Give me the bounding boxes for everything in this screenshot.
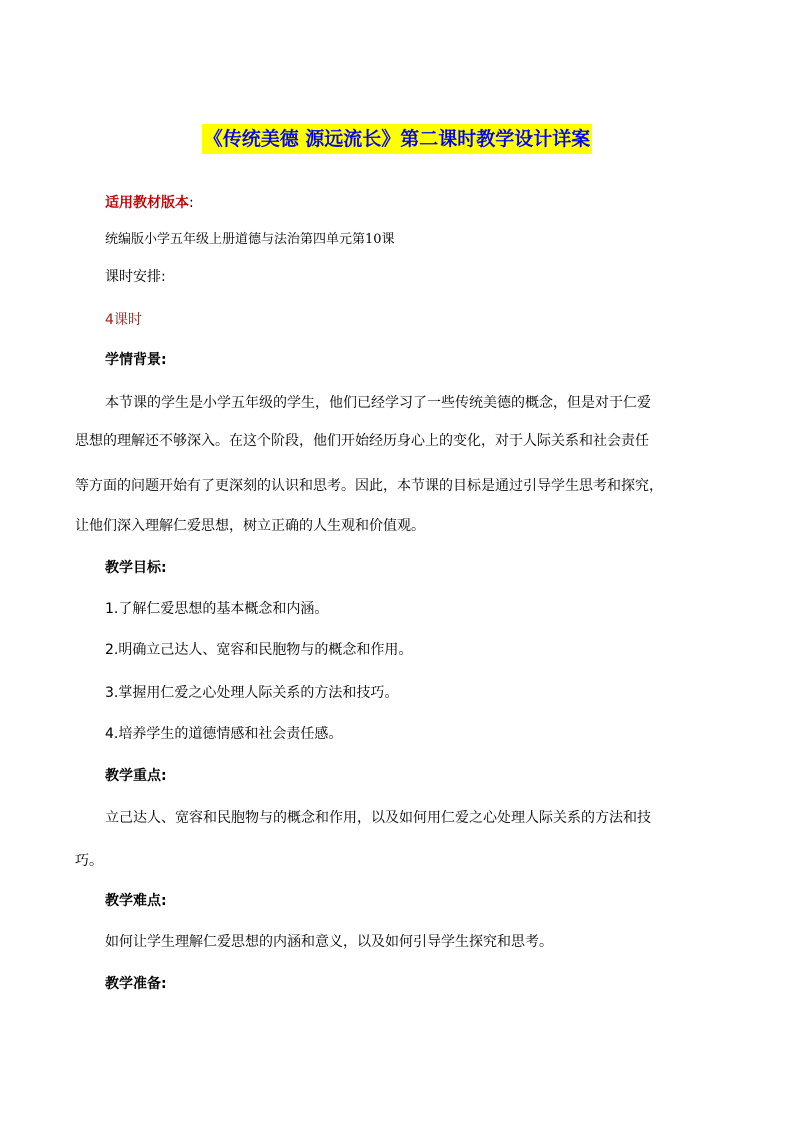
goal-item: 1.了解仁爱思想的基本概念和内涵。	[105, 601, 329, 617]
schedule-value: 4课时	[105, 312, 142, 328]
background-line: 让他们深入理解仁爱思想，树立正确的人生观和价值观。	[75, 518, 425, 534]
textbook-value: 统编版小学五年级上册道德与法治第四单元第10课	[105, 232, 395, 247]
difficulties-value: 如何让学生理解仁爱思想的内涵和意义，以及如何引导学生探究和思考。	[105, 934, 553, 950]
difficulties-label: 教学难点:	[105, 893, 167, 909]
background-line: 思想的理解还不够深入。在这个阶段，他们开始经历身心上的变化，对于人际关系和社会责任	[75, 433, 649, 449]
background-label: 学情背景:	[105, 352, 167, 368]
key-points-label: 教学重点:	[105, 768, 167, 784]
goals-label: 教学目标:	[105, 560, 167, 576]
goal-item: 4.培养学生的道德情感和社会责任感。	[105, 726, 343, 742]
title-container	[0, 124, 794, 154]
schedule-label: 课时安排:	[105, 269, 166, 285]
textbook-heading	[105, 193, 194, 213]
background-line: 等方面的问题开始有了更深刻的认识和思考。因此，本节课的目标是通过引导学生思考和探究，	[75, 478, 663, 494]
preparation-label: 教学准备:	[105, 976, 167, 992]
textbook-colon: :	[189, 195, 194, 211]
background-line: 本节课的学生是小学五年级的学生，他们已经学习了一些传统美德的概念，但是对于仁爱	[105, 395, 651, 411]
textbook-label: 适用教材版本	[105, 195, 189, 211]
key-points-line: 巧。	[75, 853, 103, 869]
document-title: 《传统美德 源远流长》第二课时教学设计详案	[202, 124, 593, 154]
key-points-line: 立己达人、宽容和民胞物与的概念和作用，以及如何用仁爱之心处理人际关系的方法和技	[105, 810, 651, 826]
goal-item: 3.掌握用仁爱之心处理人际关系的方法和技巧。	[105, 685, 399, 701]
goal-item: 2.明确立己达人、宽容和民胞物与的概念和作用。	[105, 642, 413, 658]
